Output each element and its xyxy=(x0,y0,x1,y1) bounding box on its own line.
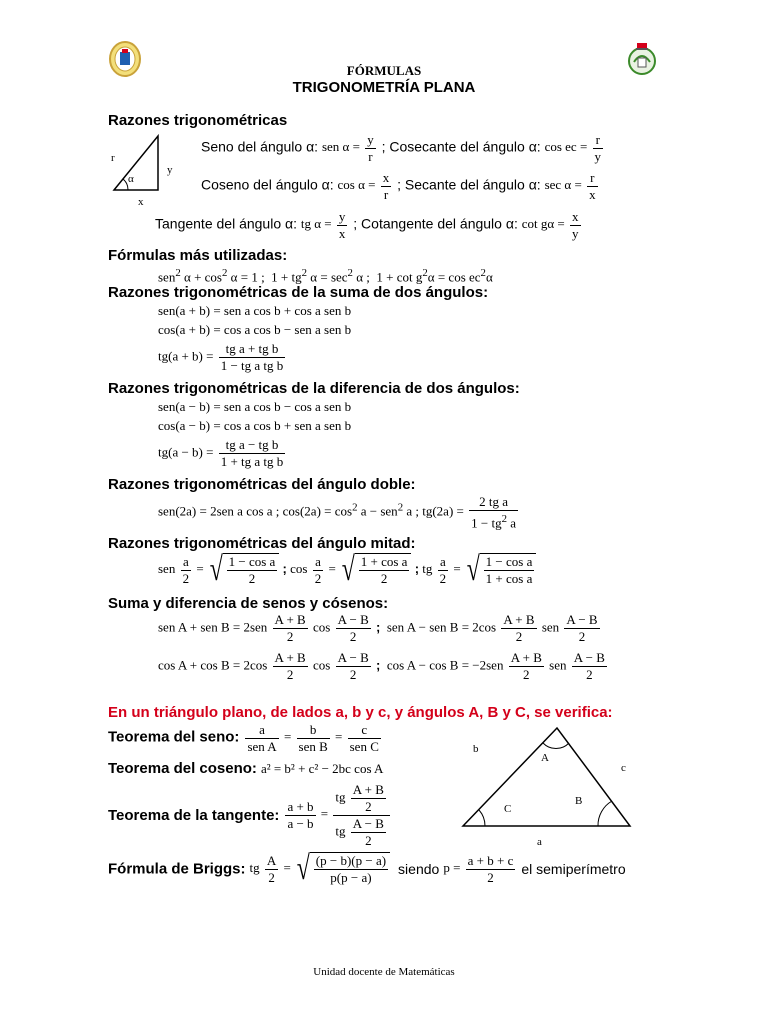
right-triangle-diagram xyxy=(106,128,186,210)
coseno-formula: cos α = $\frac{x}{r}$ xyxy=(337,170,390,202)
coseno-secante-row xyxy=(201,170,600,203)
big-triangle-label-a: a xyxy=(537,836,542,848)
cosecante-formula: cos ec = $\frac{r}{y}$ xyxy=(544,132,602,164)
big-triangle-label-b: b xyxy=(473,743,479,755)
triangle-label-x: x xyxy=(138,196,144,208)
triangle-label-alpha: α xyxy=(128,173,134,185)
cosecante-label: ; Cosecante del ángulo α: xyxy=(381,138,541,155)
section-heading-mitad: Razones trigonométricas del ángulo mitad: xyxy=(108,535,416,552)
formula-cos-suma: cos(a + b) = cos a cos b − sen a sen b xyxy=(158,322,352,337)
section-heading-mas-utilizadas: Fórmulas más utilizadas: xyxy=(108,247,288,264)
briggs-semiperimetro: el semiperímetro xyxy=(521,861,626,877)
cotangente-label: ; Cotangente del ángulo α: xyxy=(353,215,518,232)
teorema-seno-row xyxy=(108,722,383,755)
secante-label: ; Secante del ángulo α: xyxy=(397,176,541,193)
section-heading-doble: Razones trigonométricas del ángulo doble: xyxy=(108,476,416,493)
scalene-triangle-diagram xyxy=(455,722,640,830)
briggs-label: Fórmula de Briggs: xyxy=(108,860,246,878)
secante-formula: sec α = $\frac{r}{x}$ xyxy=(544,170,596,202)
formula-sen-diferencia: sen(a − b) = sen a cos b − cos a sen b xyxy=(158,399,352,414)
seno-formula: sen α = $\frac{y}{r}$ xyxy=(321,132,374,164)
document-kicker: FÓRMULAS xyxy=(346,63,422,78)
big-triangle-label-C: C xyxy=(504,803,512,815)
seno-cosecante-row xyxy=(201,132,605,165)
formula-suma-dif-senos: sen A + sen B = 2sen $\frac{A + B}{2}$ cos $\frac{A - B}{2}$ ; sen A − sen B = 2cos $\frac{A + B}{2}$ sen $\frac{A - B}{2}$ xyxy=(158,612,598,644)
formula-briggs-row xyxy=(108,852,626,886)
triangle-label-y: y xyxy=(167,164,173,176)
tangente-formula: tg α = $\frac{y}{x}$ xyxy=(300,209,346,241)
section-heading-diferencia: Razones trigonométricas de la diferencia de dos ángulos: xyxy=(108,380,520,397)
triangle-label-r: r xyxy=(111,152,115,164)
big-triangle-label-A: A xyxy=(541,752,549,764)
formula-tg-suma: tg(a + b) = $\frac{\text{tg a + tg b}}{\text{1 − tg a tg b}}$ xyxy=(158,341,284,373)
teorema-tangente-row xyxy=(108,782,392,849)
coseno-label: Coseno del ángulo α: xyxy=(201,176,334,193)
section-heading-razones: Razones trigonométricas xyxy=(108,112,288,129)
formula-suma-dif-cosenos: cos A + cos B = 2cos $\frac{A + B}{2}$ cos $\frac{A - B}{2}$ ; cos A − cos B = −2sen $\frac{A + B}{2}$ sen $\frac{A - B}{2}$ xyxy=(158,650,605,682)
formula-tg-diferencia: tg(a − b) = $\frac{\text{tg a − tg b}}{\text{1 + tg a tg b}}$ xyxy=(158,437,284,469)
page-footer: Unidad docente de Matemáticas xyxy=(313,966,455,978)
teorema-tangente-label: Teorema de la tangente: xyxy=(108,807,280,824)
formula-angulo-doble: sen(2a) = 2sen a cos a ; $\cos(2a) = \cos^2 a - sen^2$ a ; tg(2a) = $\frac{\text{2 tg a}}{1 - tg^2 a}$ xyxy=(158,494,517,531)
tangente-cotangente-row xyxy=(155,209,583,242)
teorema-coseno-label: Teorema del coseno: xyxy=(108,760,257,777)
section-heading-senos-cosenos: Suma y diferencia de senos y cósenos: xyxy=(108,595,389,612)
formula-cos-diferencia: cos(a − b) = cos a cos b + sen a sen b xyxy=(158,418,352,433)
teorema-coseno-formula: a² = b² + c² − 2bc cos A xyxy=(260,761,384,776)
semiperimetro-formula: p = $\frac{a + b + c}{2}$ xyxy=(443,852,514,885)
teorema-tangente-formula: $\frac{a + b}{a - b}$ = tg $\frac{A + B}{2}$ tg $\frac{A - B}{2}$ xyxy=(283,806,392,821)
section-heading-suma: Razones trigonométricas de la suma de dos ángulos: xyxy=(108,284,489,301)
big-triangle-label-c: c xyxy=(621,762,626,774)
formula-identidades-fundamentales: sen$^2$ $\alpha + \cos^2 \alpha = 1$ ; $1 + tg^2$ $\alpha = \sec^2 \alpha$ ; $1 + \cot g^2\alpha = \cos ec^2\alpha$ xyxy=(158,267,493,285)
section-heading-triangulo: En un triángulo plano, de lados a, b y c, y ángulos A, B y C, se verifica: xyxy=(108,704,613,721)
briggs-formula: tg $\frac{A}{2}$ = √ $\frac{(p - b)(p - a)}{p(p - a)}$ xyxy=(250,860,391,875)
teorema-coseno-row xyxy=(108,760,383,778)
formula-angulo-mitad: sen $\frac{a}{2}$ = √ $\frac{\text{1 − cos a}}{2}$ ; cos $\frac{a}{2}$ = √ $\frac{\text{1 + cos a}}{2}$ ; tg $\frac{a}{2}$ = √ $\frac{\text{1 − cos a}}{\text{1 + cos a}}$ xyxy=(158,553,536,587)
tangente-label: Tangente del ángulo α: xyxy=(155,215,297,232)
seno-label: Seno del ángulo α: xyxy=(201,138,319,155)
document-title: TRIGONOMETRÍA PLANA xyxy=(292,79,476,96)
teorema-seno-formula: $\frac{a}{\text{sen A}}$ = $\frac{b}{\text{sen B}}$ = $\frac{c}{\text{sen C}}$ xyxy=(247,722,379,754)
briggs-siendo: siendo xyxy=(398,861,440,877)
big-triangle-label-B: B xyxy=(575,795,583,807)
teorema-seno-label: Teorema del seno: xyxy=(108,728,240,746)
cotangente-formula: cot gα = $\frac{x}{y}$ xyxy=(521,209,579,241)
formula-sen-suma: sen(a + b) = sen a cos b + cos a sen b xyxy=(158,303,352,318)
